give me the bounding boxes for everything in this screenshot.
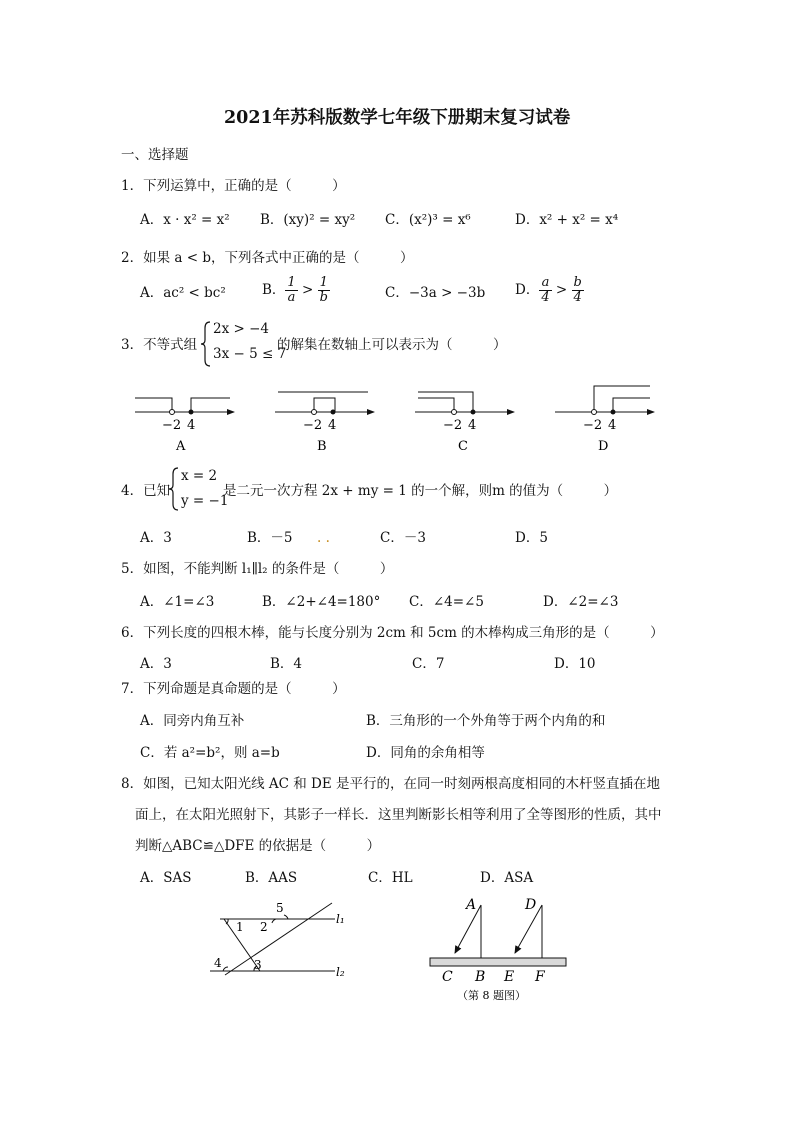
q7-option-b: B．三角形的一个外角等于两个内角的和 <box>366 713 606 729</box>
q8-option-d: D．ASA <box>480 870 534 886</box>
q4-option-a: A．3 <box>140 530 172 546</box>
q5-option-b: B．∠2+∠4=180° <box>262 594 381 610</box>
q4-suffix: 是二元一次方程 2x + my = 1 的一个解，则m 的值为（ ） <box>223 483 618 499</box>
q6-option-a: A．3 <box>140 656 172 672</box>
q4-system-line2: y = −1 <box>181 493 229 509</box>
q6-option-c: C．7 <box>412 656 445 672</box>
tick-label: −2 <box>303 418 323 433</box>
point-label: E <box>504 969 515 985</box>
tick-label: 4 <box>328 418 337 433</box>
option-label: D <box>598 439 609 454</box>
angle-label: 4 <box>214 956 222 970</box>
number-line-c <box>410 382 520 454</box>
tick-label: 4 <box>468 418 477 433</box>
figure-caption: （第 8 题图） <box>457 989 526 1002</box>
fraction: $\frac{b}{4}$ <box>573 275 582 305</box>
q7-option-c: C．若 a²=b²，则 a=b <box>140 745 280 761</box>
q8-stem-line3: 判断△ABC≌△DFE 的依据是（ ） <box>135 838 381 854</box>
number-line-a <box>130 382 240 454</box>
tick-label: 4 <box>608 418 617 433</box>
page-title: 2021年苏科版数学七年级下册期末复习试卷 <box>224 108 571 128</box>
q2-option-b <box>262 276 330 305</box>
brace-icon <box>200 320 212 368</box>
option-label: C <box>458 439 468 454</box>
inequality-sign: > <box>555 282 568 298</box>
section-heading: 一、选择题 <box>121 147 189 163</box>
q4-option-d: D．5 <box>515 530 548 546</box>
q2-option-b-prefix: B． <box>262 282 286 298</box>
q5-option-a: A．∠1=∠3 <box>140 594 215 610</box>
q7-stem: 7．下列命题是真命题的是（ ） <box>121 681 346 697</box>
q1-stem: 1．下列运算中，正确的是（ ） <box>121 178 346 194</box>
q5-option-d: D．∠2=∠3 <box>543 594 619 610</box>
q3-system-line2: 3x − 5 ≤ 7 <box>213 346 287 362</box>
angle-label: 5 <box>276 901 284 915</box>
point-label: C <box>442 969 453 985</box>
tick-label: −2 <box>443 418 463 433</box>
q4-option-b: B．－5 <box>247 530 293 546</box>
q5-stem: 5．如图，不能判断 l₁∥l₂ 的条件是（ ） <box>121 561 394 577</box>
fraction: $\frac{a}{4}$ <box>541 275 550 305</box>
figure-q5-parallel-lines <box>200 895 360 987</box>
q8-stem-line2: 面上，在太阳光照射下，其影子一样长．这里判断影长相等利用了全等图形的性质，其中 <box>135 807 662 823</box>
option-label: B <box>317 439 327 454</box>
angle-label: 2 <box>260 920 268 934</box>
q1-option-d: D．x² + x² = x⁴ <box>515 212 619 228</box>
q3-prefix: 3．不等式组 <box>121 337 198 353</box>
q8-stem-line1: 8．如图，已知太阳光线 AC 和 DE 是平行的，在同一时刻两根高度相同的木杆竖直插在地 <box>121 776 661 792</box>
emphasis-dots: . . <box>317 530 330 546</box>
q3-suffix: 的解集在数轴上可以表示为（ ） <box>277 337 507 353</box>
tick-label: −2 <box>162 418 182 433</box>
q8-option-b: B．AAS <box>245 870 298 886</box>
q2-option-d-prefix: D． <box>515 282 540 298</box>
point-label: B <box>475 969 486 985</box>
fraction: $\frac{1}{b}$ <box>319 275 328 305</box>
q1-option-c: C．(x²)³ = x⁶ <box>385 212 471 228</box>
number-line-b <box>270 382 380 454</box>
point-label: D <box>525 897 537 913</box>
line-label: l₂ <box>336 965 345 979</box>
q6-stem: 6．下列长度的四根木棒，能与长度分别为 2cm 和 5cm 的木棒构成三角形的是（ ） <box>121 625 664 641</box>
q1-option-a: A．x · x² = x² <box>140 212 230 228</box>
angle-label: 3 <box>254 958 262 972</box>
q2-option-a: A．ac² < bc² <box>140 285 226 301</box>
q8-option-a: A．SAS <box>140 870 192 886</box>
q6-option-b: B．4 <box>270 656 303 672</box>
inequality-sign: > <box>302 282 314 298</box>
tick-label: 4 <box>187 418 196 433</box>
q7-option-d: D．同角的余角相等 <box>366 745 485 761</box>
fraction: $\frac{1}{a}$ <box>287 275 296 305</box>
q6-option-d: D．10 <box>554 656 596 672</box>
number-line-d <box>550 382 660 454</box>
q3-system-line1: 2x > −4 <box>213 321 269 337</box>
q7-option-a: A．同旁内角互补 <box>140 713 245 729</box>
line-label: l₁ <box>336 912 345 926</box>
point-label: F <box>535 969 545 985</box>
tick-label: −2 <box>583 418 603 433</box>
brace-icon <box>168 466 180 512</box>
q8-option-c: C．HL <box>368 870 413 886</box>
q4-option-c: C．－3 <box>380 530 426 546</box>
q4-system-line1: x = 2 <box>181 468 218 484</box>
q2-stem: 2．如果 a < b，下列各式中正确的是（ ） <box>121 250 414 266</box>
q5-option-c: C．∠4=∠5 <box>409 594 484 610</box>
figure-q8-shadows <box>425 893 575 1005</box>
point-label: A <box>466 897 477 913</box>
option-label: A <box>176 439 186 454</box>
q1-option-b: B．(xy)² = xy² <box>260 212 356 228</box>
q2-option-c: C．−3a > −3b <box>385 285 486 301</box>
angle-label: 1 <box>236 920 244 934</box>
q4-prefix: 4．已知 <box>121 483 171 499</box>
q2-option-d <box>515 276 584 305</box>
